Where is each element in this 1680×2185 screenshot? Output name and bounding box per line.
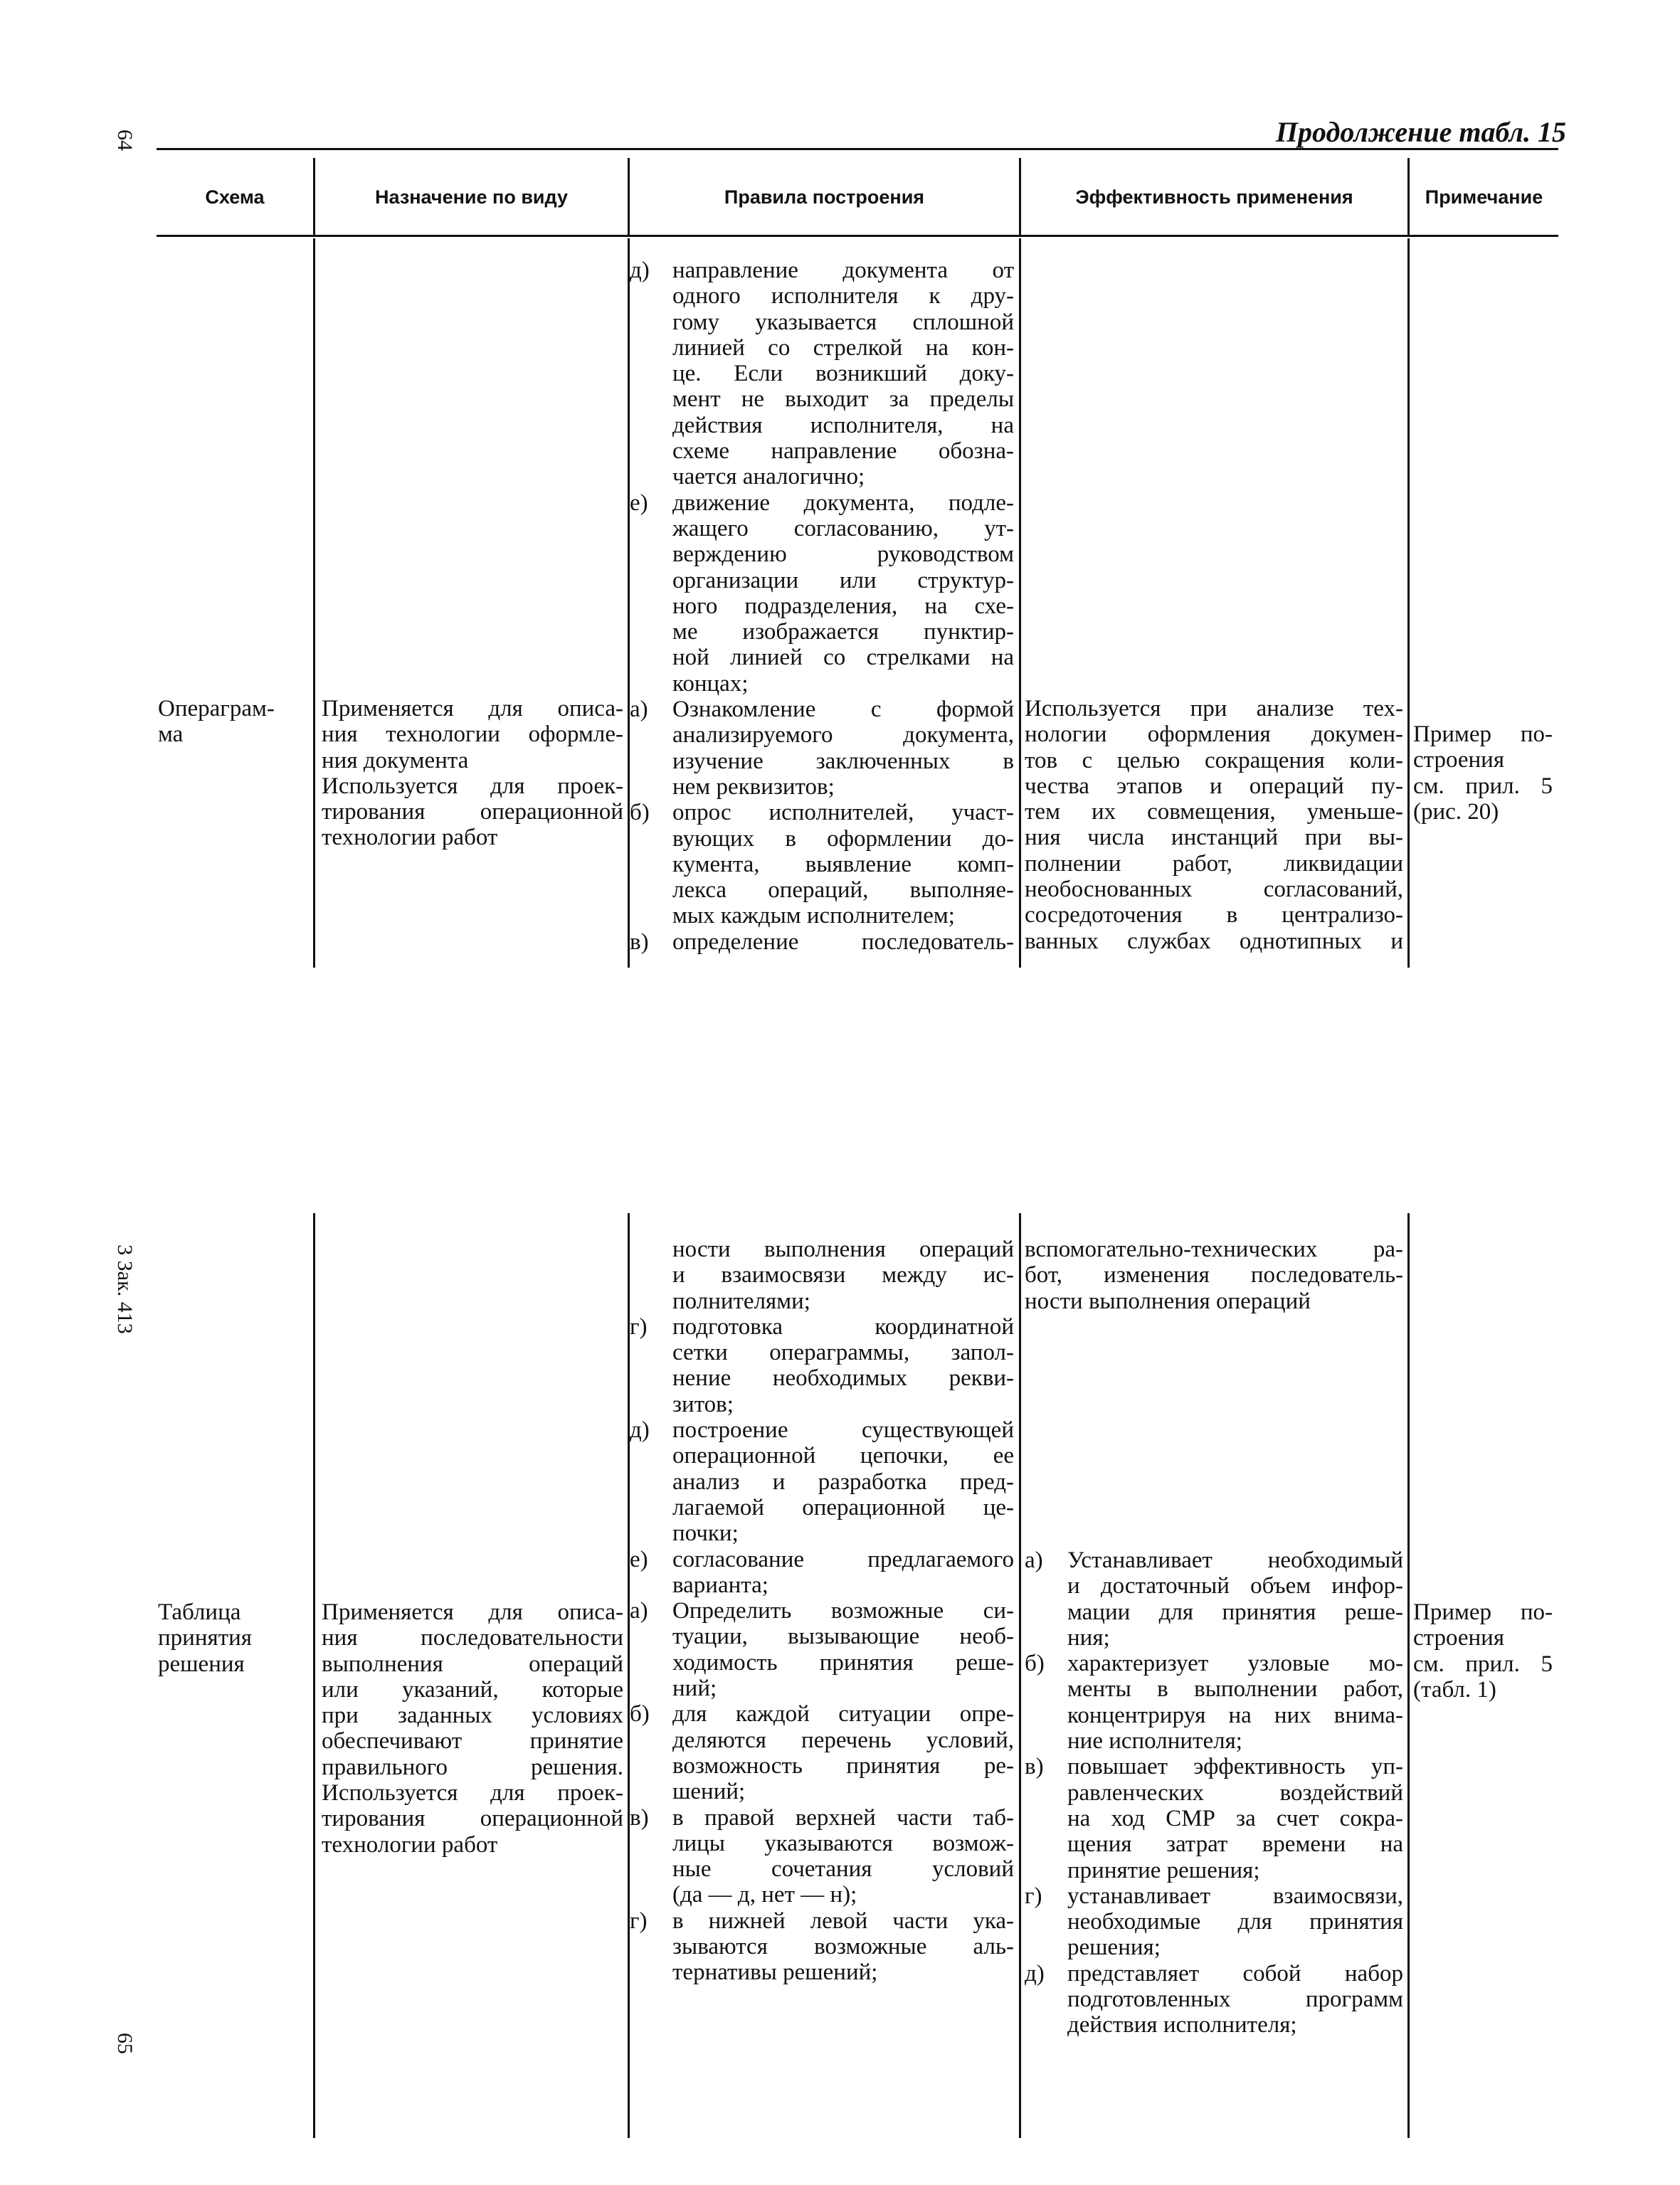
rule-item-a	[630, 697, 1014, 800]
text-line: мых каждым исполнителем;	[672, 903, 955, 929]
header-rules: Правила построения	[724, 186, 925, 208]
text-line: сосредоточения в централизо-	[1025, 902, 1403, 929]
text-line: организации или структур-	[672, 567, 1014, 593]
text-line: Используется для проек-	[322, 773, 623, 799]
text-line: жащего согласованию, ут-	[672, 515, 1014, 541]
item-marker: в)	[630, 929, 649, 955]
text-line: ма	[158, 721, 184, 748]
text-line: ванных службах однотипных и	[1025, 928, 1403, 954]
text-line: (табл. 1)	[1413, 1676, 1496, 1703]
page-number-top: 64	[113, 129, 137, 151]
text-line: верждению руководством	[672, 541, 1014, 568]
text-line: концах;	[672, 670, 749, 697]
text-line: ние исполнителя;	[1067, 1728, 1242, 1755]
text-line: необходимые для принятия	[1067, 1909, 1403, 1935]
column-divider	[1407, 238, 1410, 968]
text-line: тернативы решений;	[672, 1959, 878, 1986]
rule-item-d	[630, 1417, 1014, 1547]
purpose-operagram	[322, 696, 623, 851]
text-line: деляются перечень условий,	[672, 1727, 1014, 1753]
effect-item-v	[1025, 1754, 1403, 1883]
text-line: Используется для проек-	[322, 1780, 623, 1806]
order-mark: 3 Зак. 413	[113, 1244, 137, 1334]
text-line: подготовленных программ	[1067, 1986, 1403, 2013]
text-line: (рис. 20)	[1413, 798, 1499, 825]
note-decision-table	[1413, 1599, 1553, 1703]
text-line: операционной цепочки, ее	[672, 1443, 1014, 1469]
text-line: согласование предлагаемого	[672, 1546, 1014, 1572]
item-marker: б)	[630, 1701, 650, 1728]
text-line: мации для принятия реше-	[1067, 1599, 1403, 1625]
text-line: тирования операционной	[322, 799, 623, 825]
text-line: ного подразделения, на схе-	[672, 593, 1014, 619]
column-divider	[1019, 1213, 1021, 2138]
column-divider	[313, 1213, 315, 2138]
text-line: представляет собой набор	[1067, 1960, 1403, 1986]
text-line: лицы указываются возмож-	[672, 1830, 1014, 1856]
text-line: движение документа, подле-	[672, 490, 1014, 516]
text-line: схеме направление обозна-	[672, 438, 1014, 465]
item-marker: д)	[630, 258, 650, 283]
text-line: ности выполнения операций	[672, 1237, 1014, 1262]
item-marker: а)	[1025, 1548, 1043, 1573]
text-line: туации, вызывающие необ-	[672, 1624, 1014, 1650]
table-caption: Продолжение табл. 15	[1275, 116, 1566, 148]
text-line: на ход СМР за счет сокра-	[1067, 1805, 1403, 1831]
column-divider	[628, 238, 630, 968]
text-line: шений;	[672, 1779, 746, 1805]
text-line: тирования операционной	[322, 1806, 623, 1832]
item-marker: д)	[630, 1417, 650, 1444]
text-line: ности выполнения операций	[1025, 1288, 1311, 1314]
text-line: (да — д, нет — н);	[672, 1882, 857, 1908]
text-line: при заданных условиях	[322, 1703, 623, 1729]
text-line: нение необходимых рекви-	[672, 1365, 1014, 1392]
text-line: определение последователь-	[672, 929, 1014, 955]
header-note: Примечание	[1425, 186, 1543, 208]
page-number-bottom: 65	[113, 2033, 137, 2054]
text-line: ме изображается пунктир-	[672, 619, 1014, 645]
text-line: изучение заключенных в	[672, 748, 1014, 774]
text-line: щения затрат времени на	[1067, 1831, 1403, 1858]
text-line: Таблица	[158, 1599, 241, 1625]
effect-item-d	[1025, 1960, 1403, 2038]
text-line: Определить возможные си-	[672, 1598, 1014, 1624]
text-line: правильного решения.	[322, 1754, 623, 1780]
text-line: ния;	[1067, 1624, 1110, 1651]
text-line: сетки операграммы, запол-	[672, 1340, 1014, 1366]
text-line: технологии работ	[322, 825, 498, 851]
text-line: и достаточный объем инфор-	[1067, 1573, 1403, 1599]
text-line: кумента, выявление комп-	[672, 851, 1014, 877]
text-line: Операграм-	[158, 696, 275, 721]
rule-item-e	[630, 1546, 1014, 1599]
item-marker: г)	[630, 1908, 648, 1934]
purpose-decision-table	[322, 1599, 623, 1858]
text-line: ные сочетания условий	[672, 1856, 1014, 1883]
text-line: зываются возможные аль-	[672, 1934, 1014, 1960]
text-line: обеспечивают принятие	[322, 1728, 623, 1755]
effect-item-b	[1025, 1651, 1403, 1755]
item-marker: б)	[630, 800, 650, 826]
text-line: или указаний, которые	[322, 1676, 623, 1703]
text-line: лекса операций, выполняе-	[672, 877, 1014, 904]
text-line: Используется при анализе тех-	[1025, 696, 1403, 721]
text-line: опрос исполнителей, участ-	[672, 800, 1014, 826]
column-divider	[1407, 1213, 1410, 2138]
text-line: в правой верхней части таб-	[672, 1804, 1014, 1831]
item-marker: е)	[630, 1546, 648, 1572]
text-line: Применяется для описа-	[322, 696, 623, 721]
rule-item-a	[630, 1598, 1014, 1702]
note-operagram	[1413, 721, 1553, 825]
column-divider	[1019, 238, 1021, 968]
rule-item-g	[630, 1313, 1014, 1417]
text-line: одного исполнителя к дру-	[672, 283, 1014, 310]
header-top-rule	[157, 148, 1558, 150]
text-line: принятия	[158, 1625, 252, 1651]
text-line: решения	[158, 1651, 245, 1677]
effect-item-g	[1025, 1883, 1403, 1961]
item-marker: г)	[1025, 1883, 1042, 1909]
scheme-decision-table	[158, 1599, 307, 1677]
text-line: анализируемого документа,	[672, 722, 1014, 748]
text-line: линией со стрелкой на кон-	[672, 334, 1014, 361]
rule-item-v	[630, 929, 1014, 955]
rules-decision-table	[630, 1237, 1014, 1986]
text-line: Пример по-	[1413, 1599, 1553, 1625]
efficiency-operagram	[1025, 696, 1403, 954]
text-line: тов с целью сокращения коли-	[1025, 747, 1403, 773]
text-line: характеризует узловые мо-	[1067, 1651, 1403, 1677]
text-line: чается аналогично;	[672, 464, 865, 490]
text-line: мент не выходит за пределы	[672, 386, 1014, 413]
item-marker: б)	[1025, 1651, 1045, 1677]
text-line: Применяется для описа-	[322, 1599, 623, 1625]
text-line: подготовка координатной	[672, 1313, 1014, 1340]
text-line: см. прил. 5	[1413, 773, 1553, 799]
header-purpose: Назначение по виду	[374, 186, 568, 208]
text-line: строения	[1413, 1625, 1505, 1651]
text-line: действия исполнителя, на	[672, 412, 1014, 438]
text-line: необоснованных согласований,	[1025, 877, 1403, 903]
text-line: лагаемой операционной це-	[672, 1494, 1014, 1520]
text-line: ний;	[672, 1676, 717, 1702]
text-line: ния документа	[322, 747, 469, 773]
text-line: устанавливает взаимосвязи,	[1067, 1883, 1403, 1909]
text-line: гому указывается сплошной	[672, 309, 1014, 335]
scheme-operagram	[158, 696, 307, 748]
efficiency-decision-table	[1025, 1548, 1403, 2038]
text-line: выполнения операций	[322, 1651, 623, 1677]
text-line: для каждой ситуации опре-	[672, 1701, 1014, 1728]
text-line: Ознакомление с формой	[672, 697, 1014, 723]
text-line: тем их совмещения, уменьше-	[1025, 799, 1403, 825]
rule-item-b	[630, 1701, 1014, 1805]
text-line: технологии работ	[322, 1831, 498, 1858]
text-line: см. прил. 5	[1413, 1651, 1553, 1677]
text-line: Устанавливает необходимый	[1067, 1548, 1403, 1573]
text-line: строения	[1413, 747, 1505, 773]
rules-operagram	[630, 258, 1014, 955]
text-line: нем реквизитов;	[672, 773, 835, 800]
text-line: повышает эффективность уп-	[1067, 1754, 1403, 1780]
column-divider	[313, 238, 315, 968]
item-marker: а)	[630, 697, 648, 723]
rule-item-v	[630, 1804, 1014, 1908]
column-divider	[628, 1213, 630, 2138]
text-line: це. Если возникший доку-	[672, 361, 1014, 387]
item-marker: в)	[630, 1804, 649, 1831]
text-line: чества этапов и операций пу-	[1025, 773, 1403, 799]
text-line: полнении работ, ликвидации	[1025, 850, 1403, 877]
item-marker: в)	[1025, 1754, 1044, 1780]
efficiency-decision-table-top	[1025, 1237, 1403, 1314]
item-marker: е)	[630, 490, 648, 516]
text-line: вующих в оформлении до-	[672, 825, 1014, 852]
text-line: анализ и разработка пред-	[672, 1469, 1014, 1495]
text-line: и взаимосвязи между ис-	[672, 1262, 1014, 1289]
text-line: ния числа инстанций при вы-	[1025, 825, 1403, 851]
rule-item-continued	[672, 1237, 1014, 1314]
header-efficiency: Эффективность применения	[1075, 186, 1353, 208]
text-line: ния последовательности	[322, 1625, 623, 1651]
text-line: концентрируя на них внима-	[1067, 1702, 1403, 1728]
item-marker: а)	[630, 1598, 648, 1624]
header-bottom-rule	[157, 235, 1558, 237]
effect-item-a	[1025, 1548, 1403, 1651]
text-line: Пример по-	[1413, 721, 1553, 747]
text-line: возможность принятия ре-	[672, 1752, 1014, 1779]
item-marker: г)	[630, 1313, 648, 1340]
text-line: построение существующей	[672, 1417, 1014, 1444]
text-line: варианта;	[672, 1572, 768, 1598]
text-line: нологии оформления докумен-	[1025, 721, 1403, 748]
text-line: ходимость принятия реше-	[672, 1649, 1014, 1676]
text-line: действия исполнителя;	[1067, 2012, 1297, 2038]
text-line: менты в выполнении работ,	[1067, 1676, 1403, 1703]
text-line: почки;	[672, 1520, 739, 1547]
text-line: направление документа от	[672, 258, 1014, 283]
text-line: зитов;	[672, 1391, 734, 1417]
header-scheme: Схема	[205, 186, 265, 208]
item-marker: д)	[1025, 1960, 1045, 1986]
text-line: бот, изменения последователь-	[1025, 1262, 1403, 1289]
text-line: решения;	[1067, 1935, 1161, 1961]
text-line: вспомогательно-технических ра-	[1025, 1237, 1403, 1262]
rule-item-d	[630, 258, 1014, 490]
rule-item-g2	[630, 1908, 1014, 1986]
text-line: ния технологии оформле-	[322, 721, 623, 748]
text-line: равленческих воздействий	[1067, 1779, 1403, 1806]
rule-item-b	[630, 800, 1014, 929]
text-line: принятие решения;	[1067, 1857, 1260, 1883]
text-line: полнителями;	[672, 1288, 810, 1314]
text-line: в нижней левой части ука-	[672, 1908, 1014, 1934]
text-line: ной линией со стрелками на	[672, 645, 1014, 671]
rule-item-e	[630, 490, 1014, 697]
